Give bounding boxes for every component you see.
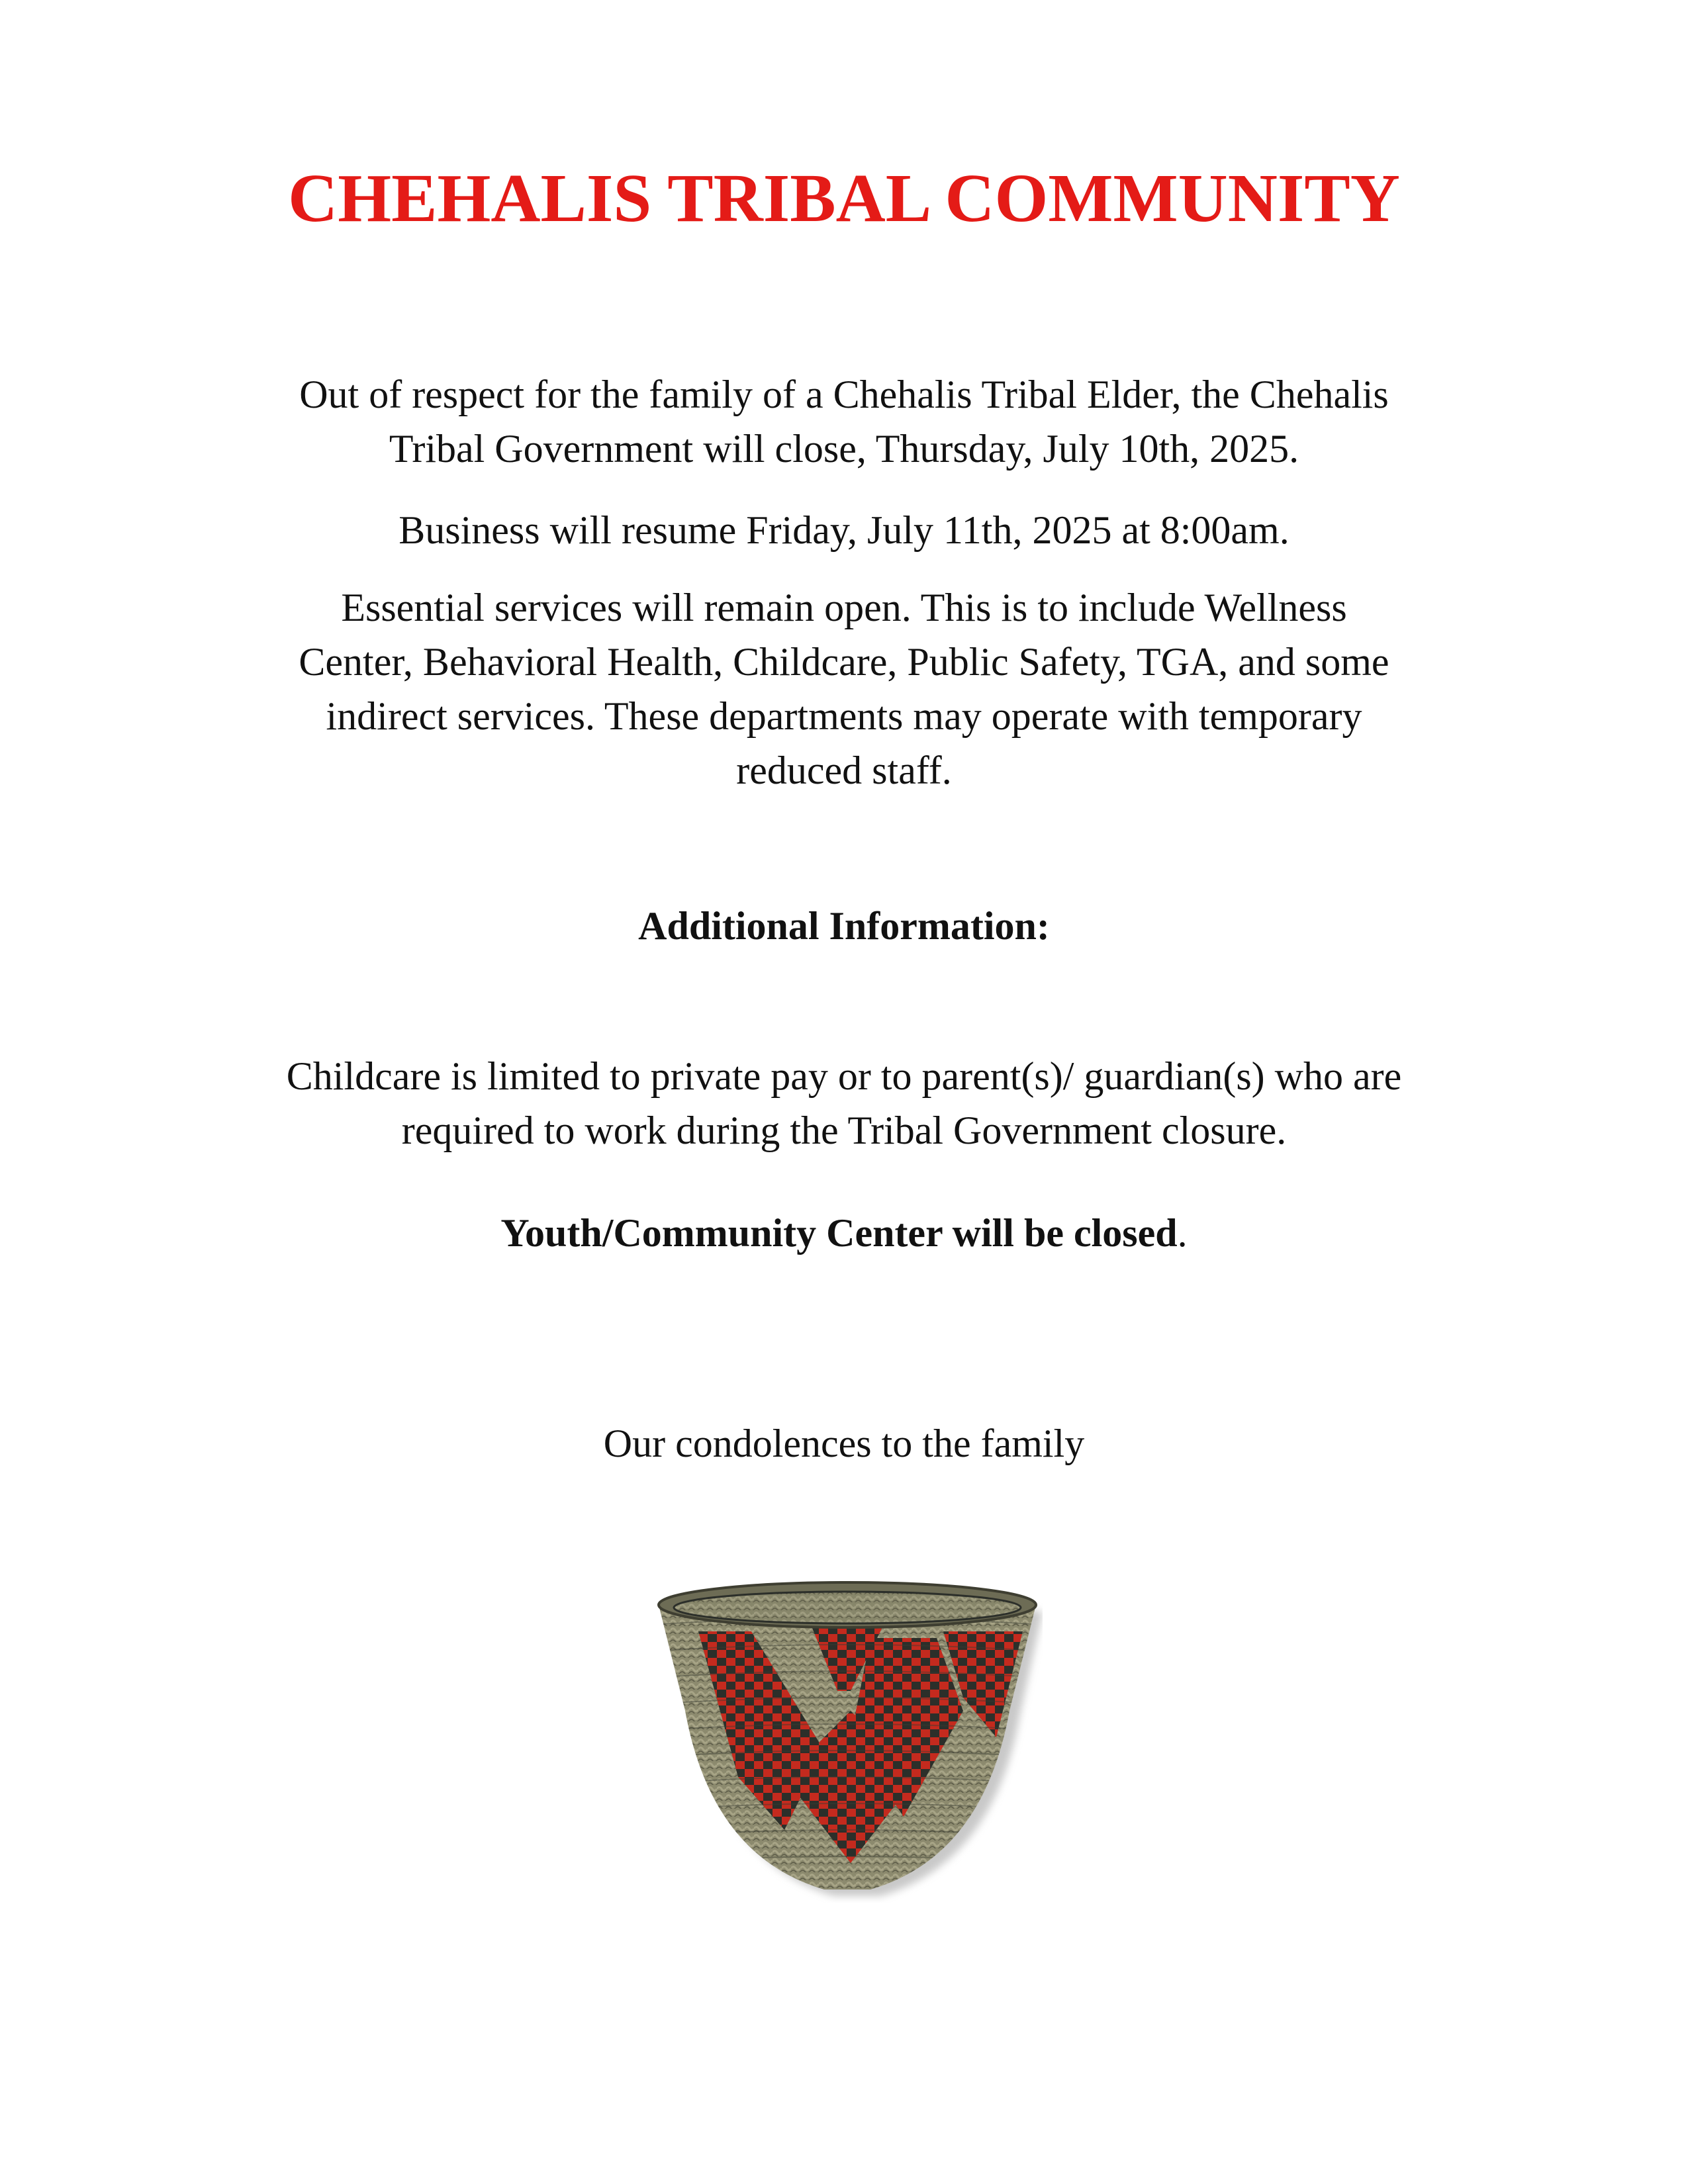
childcare-paragraph: [199, 1049, 1489, 1158]
childcare-line-2: required to work during the Tribal Government closure.: [401, 1109, 1287, 1152]
youth-center-period: .: [1177, 1211, 1188, 1255]
closure-line-2: Tribal Government will close, Thursday, July 10th, 2025.: [389, 427, 1299, 471]
page-title: CHEHALIS TRIBAL COMMUNITY: [288, 160, 1400, 236]
resume-paragraph: Business will resume Friday, July 11th, 2025 at 8:00am.: [399, 508, 1289, 552]
essential-line-4: reduced staff.: [736, 749, 952, 792]
closure-paragraph: [199, 367, 1489, 476]
essential-line-3: indirect services. These departments may operate with temporary: [326, 694, 1362, 738]
additional-info-heading: Additional Information:: [638, 904, 1050, 948]
essential-line-2: Center, Behavioral Health, Childcare, Public Safety, TGA, and some: [299, 640, 1389, 684]
condolences-line: Our condolences to the family: [603, 1422, 1085, 1465]
woven-basket-icon: [652, 1578, 1043, 1903]
closure-line-1: Out of respect for the family of a Chehalis Tribal Elder, the Chehalis: [299, 373, 1389, 416]
youth-center-bold-text: Youth/Community Center will be closed: [500, 1211, 1178, 1255]
childcare-line-1: Childcare is limited to private pay or to parent(s)/ guardian(s) who are: [286, 1054, 1402, 1098]
essential-services-paragraph: [199, 580, 1489, 797]
essential-line-1: Essential services will remain open. This is to include Wellness: [341, 586, 1347, 629]
youth-center-paragraph: [199, 1206, 1489, 1260]
